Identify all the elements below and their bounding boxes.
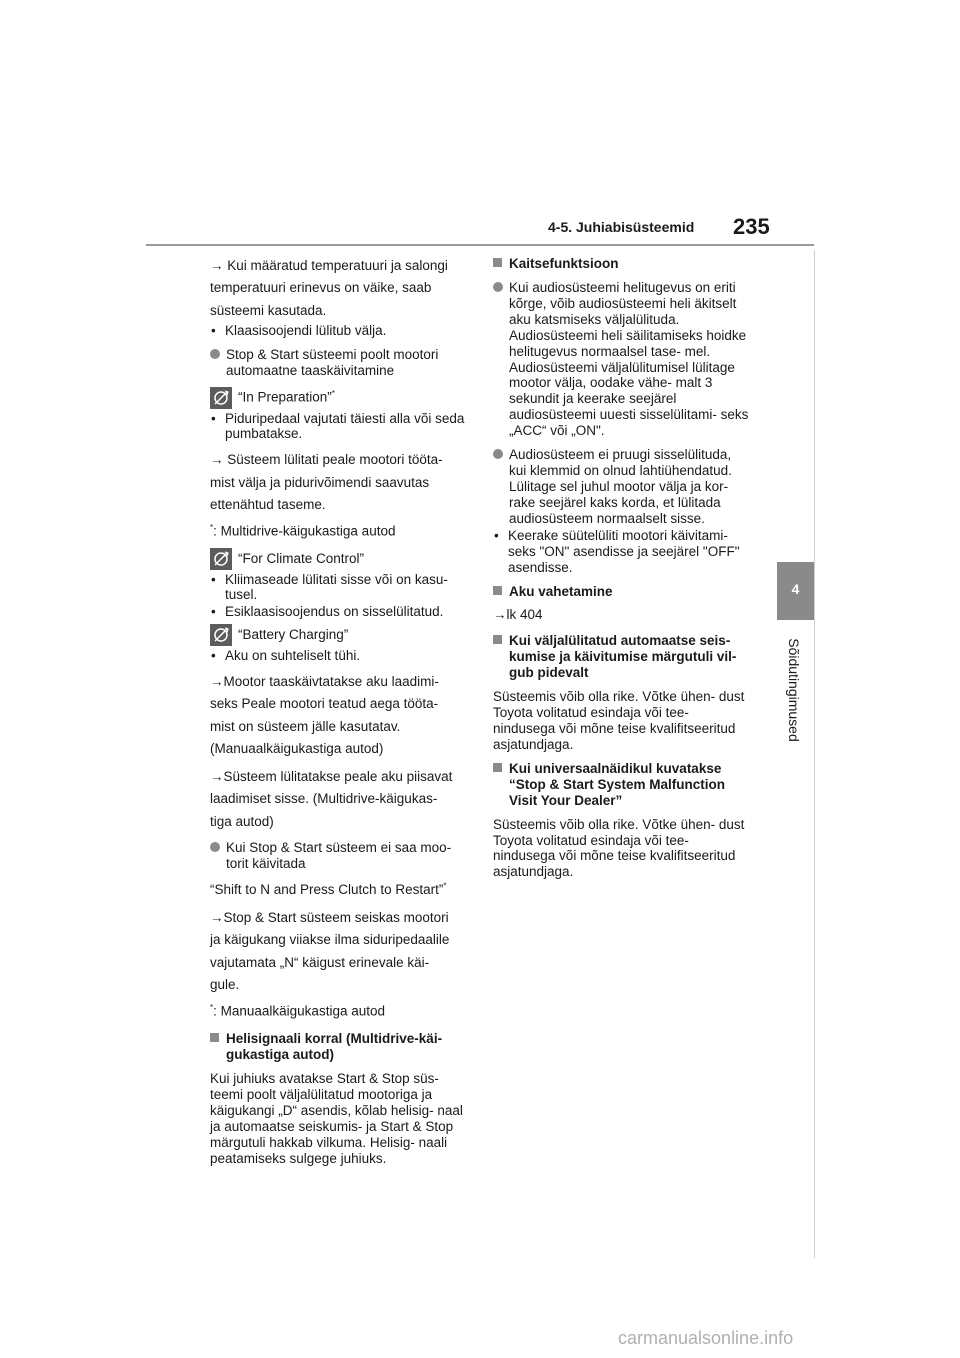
right-column: [493, 256, 751, 888]
text-line: seks Peale mootori teatud aega tööta-: [210, 696, 439, 712]
circle-bullet-icon: [493, 282, 503, 292]
topic-text: Kui Stop & Start süsteem ei saa moo- torit käivitada: [226, 839, 452, 871]
text-line: laadimiset sisse. (Multidrive-käigukas-: [210, 791, 438, 807]
text-line: gule.: [210, 976, 240, 992]
watermark: carmanualsonline.info: [618, 1328, 794, 1348]
stop-start-indicator-icon: [210, 624, 232, 646]
side-tab-number: 4: [791, 581, 800, 597]
indicator-row: [210, 548, 468, 570]
text-line: (Manuaalkäigukastiga autod): [210, 740, 384, 756]
bullet-text: Kliimaseade lülitati sisse või on kasu- tusel.: [225, 571, 448, 603]
circle-bullet-icon: [493, 449, 503, 459]
bullet-text: Klaasisoojendi lülitub välja.: [225, 322, 387, 338]
text-line: ettenähtud taseme.: [210, 496, 326, 512]
section-body: Süsteemis võib olla rike. Võtke ühen- dust Toyota volitatud esindaja või tee- nindusega või mõne teise kvalifitseeritud asjatundjaga.: [493, 816, 745, 880]
section-heading: Helisignaali korral (Multidrive-käi- gukastiga autod): [210, 1031, 468, 1063]
bullet-item: [210, 604, 468, 620]
indicator-label: “For Climate Control”: [238, 550, 365, 566]
text-line: temperatuuri erinevus on väike, saab: [210, 280, 432, 296]
bullet-text: Piduripedaal vajutati täiesti alla või seda pumbatakse.: [225, 410, 465, 442]
indicator-label: “Battery Charging”: [238, 627, 349, 643]
bullet-item: [210, 411, 468, 443]
bullet-item: [210, 648, 468, 664]
side-chapter-tab: [777, 562, 814, 620]
header-divider: [146, 244, 814, 246]
bullet-item: [210, 323, 468, 339]
indicator-row: [210, 624, 468, 646]
circle-bullet-icon: [210, 842, 220, 852]
topic-text: Stop & Start süsteemi poolt mootori automaatne taaskäivitamine: [226, 346, 439, 378]
text-line: → Kui määratud temperatuuri ja salongi: [210, 258, 448, 273]
topic-text: Kui audiosüsteemi helitugevus on eriti kõrge, võib audiosüsteemi heli äkitselt aku katsmiseks väljalülituda. Audiosüsteemi heli säilitamiseks hoidke helitugevus normaalsel tase- mel. Audiosüsteemi väljalülitumisel lülitage mootor välja, oodake vähe- malt 3 sekundit ja keerake seejärel audiosüsteemi uuesti sisselülitami- seks „ACC“ või „ON".: [509, 279, 749, 439]
side-chapter-title: Sõidutingimused: [786, 638, 802, 742]
section-body: Süsteemis võib olla rike. Võtke ühen- dust Toyota volitatud esindaja või tee- nindusega või mõne teise kvalifitseeritud asjatundjaga.: [493, 689, 745, 752]
bullet-text: Keerake süütelüliti mootori käivitami- seks "ON" asendisse ja seejärel "OFF" asendisse.: [508, 527, 740, 575]
bullet-text: Aku on suhteliselt tühi.: [225, 648, 361, 664]
topic-item: [210, 840, 468, 872]
section-heading: Kaitsefunktsioon: [493, 256, 751, 272]
bullet-item: [493, 528, 751, 576]
left-column: [210, 256, 468, 1175]
bullet-text: Esiklaasisoojendus on sisselülitatud.: [225, 604, 444, 620]
circle-bullet-icon: [210, 349, 220, 359]
text-line: mist välja ja pidurivõimendi saavutas: [210, 474, 430, 490]
section-heading: Kui väljalülitatud automaatse seis- kumise ja käivitumise märgutuli vil- gub pidevalt: [493, 633, 751, 681]
text-line: vajutamata „N“ käigust erinevale käi-: [210, 954, 430, 970]
square-bullet-icon: [493, 763, 502, 772]
bullet-item: [210, 572, 468, 604]
footnote: *: Multidrive-käigukastiga autod: [210, 523, 396, 539]
topic-item: [210, 347, 468, 379]
square-bullet-icon: [493, 258, 502, 267]
bullet-mark: •: [211, 322, 216, 338]
header-section-title: 4-5. Juhiabisüsteemid: [548, 219, 695, 235]
page-number: 235: [733, 214, 770, 239]
indicator-label: “In Preparation”*: [238, 389, 335, 405]
footnote: *: Manuaalkäigukastiga autod: [210, 1003, 385, 1019]
bullet-mark: •: [494, 527, 499, 543]
text-line: tiga autod): [210, 813, 274, 829]
bullet-mark: •: [211, 648, 216, 664]
topic-item: [493, 280, 751, 439]
stop-start-indicator-icon: [210, 387, 232, 409]
text-line: → Süsteem lülitati peale mootori tööta-: [210, 452, 443, 468]
square-bullet-icon: [493, 586, 502, 595]
section-heading: Aku vahetamine: [493, 584, 751, 600]
square-bullet-icon: [210, 1033, 219, 1042]
message-text: “Shift to N and Press Clutch to Restart”*: [210, 881, 447, 897]
bullet-mark: •: [211, 410, 216, 426]
text-line: mist on süsteem jälle kasutatav.: [210, 718, 401, 734]
stop-start-indicator-icon: [210, 548, 232, 570]
square-bullet-icon: [493, 635, 502, 644]
section-body: Kui juhiuks avatakse Start & Stop süs- teemi poolt väljalülitatud mootoriga ja käigukangi „D“ asendis, kõlab helisig- naal ja automaatse seiskumis- ja Start & Stop märgutuli hakkab vilkuma. Helisig- naali peatamiseks sulgege juhiuks.: [210, 1071, 463, 1166]
topic-item: [493, 447, 751, 527]
text-line: →Süsteem lülitatakse peale aku piisavat: [210, 769, 453, 785]
text-line: →Mootor taaskäivtatakse aku laadimi-: [210, 674, 439, 690]
text-line: →Stop & Start süsteem seiskas mootori: [210, 910, 449, 926]
text-line: ja käigukang viiakse ilma siduripedaalile: [210, 932, 450, 948]
indicator-row: [210, 387, 468, 409]
bullet-mark: •: [211, 571, 216, 587]
topic-text: Audiosüsteem ei pruugi sisselülituda, kui klemmid on olnud lahtiühendatud. Lülitage sel juhul mootor välja ja kor- rake seejärel kaks korda, et lülitada audiosüsteem normaalselt sisse.: [509, 447, 732, 526]
page-reference: →lk 404: [493, 607, 543, 623]
text-line: süsteemi kasutada.: [210, 302, 327, 318]
bullet-mark: •: [211, 604, 216, 620]
section-heading: Kui universaalnäidikul kuvatakse “Stop & Start System Malfunction Visit Your Dealer”: [493, 761, 751, 809]
side-divider: [814, 250, 815, 1258]
